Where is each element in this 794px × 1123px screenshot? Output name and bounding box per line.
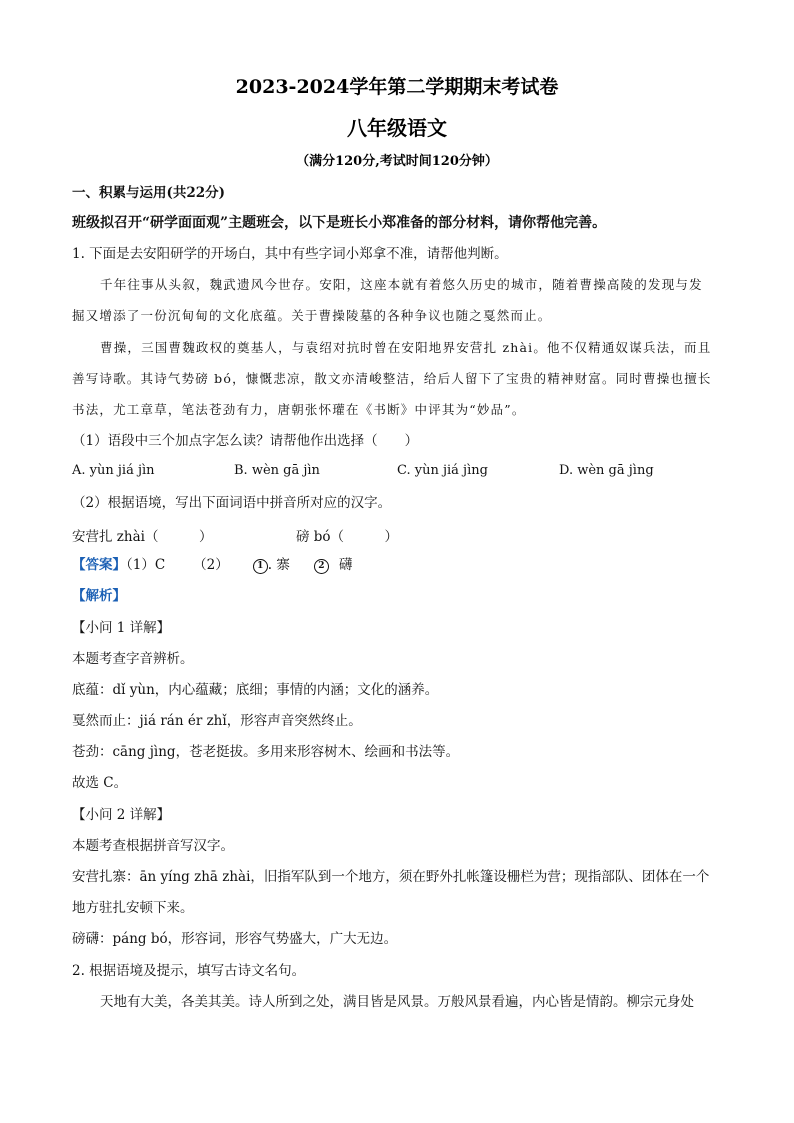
sub-question-1: （1）语段中三个加点字怎么读？请帮他作出选择（ ） [72, 433, 419, 449]
fill-blank-zhai: 安营扎 zhài（ ） [72, 529, 213, 545]
section-heading: 一、积累与运用(共22分) [72, 185, 226, 201]
analysis-sub2-line-4: 磅礴：páng bó，形容词，形容气势盛大，广大无边。 [72, 931, 398, 947]
sub-question-2: （2）根据语境，写出下面词语中拼音所对应的汉字。 [72, 495, 392, 511]
question-2-passage: 天地有大美，各美其美。诗人所到之处，满目皆是风景。万般风景看遍，内心皆是情韵。柳宗元身处 [100, 994, 694, 1010]
option-c: C. yùn jiá jìng [397, 463, 488, 478]
exam-title: 2023-2024学年第二学期期末考试卷 [235, 76, 559, 98]
analysis-sub2-title: 【小问 2 详解】 [72, 807, 171, 823]
answer-label: 【答案】 [72, 557, 126, 573]
passage-2-line-1: 曹操，三国曹魏政权的奠基人，与袁绍对抗时曾在安阳地界安营扎 zhài。他不仅精通奴谋兵法，而且 [100, 340, 712, 355]
exam-note: （满分120分,考试时间120分钟） [296, 154, 498, 169]
passage-1-line-2: 掘又增添了一份沉甸甸的文化底蕴。关于曹操陵墓的各种争议也随之戛然而止。 [72, 308, 552, 323]
question-2-stem: 2. 根据语境及提示，填写古诗文名句。 [72, 963, 306, 979]
passage-2-line-3: 书法，尤工章草，笔法苍劲有力，唐朝张怀瓘在《书断》中评其为“妙品”。 [72, 402, 526, 417]
answer-2: 礴 [338, 557, 353, 573]
subject-title: 八年级语文 [347, 116, 447, 140]
answer-line [72, 556, 722, 574]
answer-1: . 寨 [267, 557, 290, 573]
analysis-sub2-line-3: 地方驻扎安顿下来。 [72, 900, 194, 916]
analysis-sub1-line-1: 本题考查字音辨析。 [72, 651, 194, 667]
analysis-sub2-line-2: 安营扎寨：ān yíng zhā zhài，旧指军队到一个地方，须在野外扎帐篷设栅栏为营；现指部队、团体在一个 [72, 869, 710, 885]
circled-number-1: 1 [253, 559, 268, 574]
answer-part-2: （2） [193, 557, 229, 573]
section-intro: 班级拟召开“研学面面观”主题班会，以下是班长小郑准备的部分材料，请你帮他完善。 [72, 215, 607, 231]
answer-part-1: （1）C [126, 557, 166, 573]
analysis-sub1-line-4: 苍劲：cāng jìng，苍老挺拔。多用来形容树木、绘画和书法等。 [72, 744, 460, 760]
analysis-sub1-line-2: 底蕴：dǐ yùn，内心蕴藏；底细；事情的内涵；文化的涵养。 [72, 682, 439, 698]
passage-1-line-1: 千年往事从头叙，魏武遗风今世存。安阳，这座本就有着悠久历史的城市，随着曹操高陵的发现与发 [100, 277, 703, 292]
passage-2-line-2: 善写诗歌。其诗气势磅 bó，慷慨悲凉，散文亦清峻整洁，给后人留下了宝贵的精神财富。同时曹操也擅长 [72, 371, 712, 386]
option-d: D. wèn gā jìng [559, 463, 654, 478]
question-1-stem: 1. 下面是去安阳研学的开场白，其中有些字词小郑拿不准，请帮他判断。 [72, 246, 508, 262]
analysis-sub1-line-3: 戛然而止：jiá rán ér zhǐ，形容声音突然终止。 [72, 713, 362, 729]
analysis-label: 【解析】 [72, 588, 126, 604]
fill-blank-bo: 磅 bó（ ） [296, 529, 399, 545]
analysis-sub2-line-1: 本题考查根据拼音写汉字。 [72, 838, 234, 854]
circled-number-2: 2 [314, 559, 329, 574]
analysis-sub1-line-5: 故选 C。 [72, 775, 128, 791]
option-a: A. yùn jiá jìn [72, 463, 155, 478]
option-b: B. wèn gā jìn [234, 463, 320, 478]
analysis-sub1-title: 【小问 1 详解】 [72, 620, 171, 636]
